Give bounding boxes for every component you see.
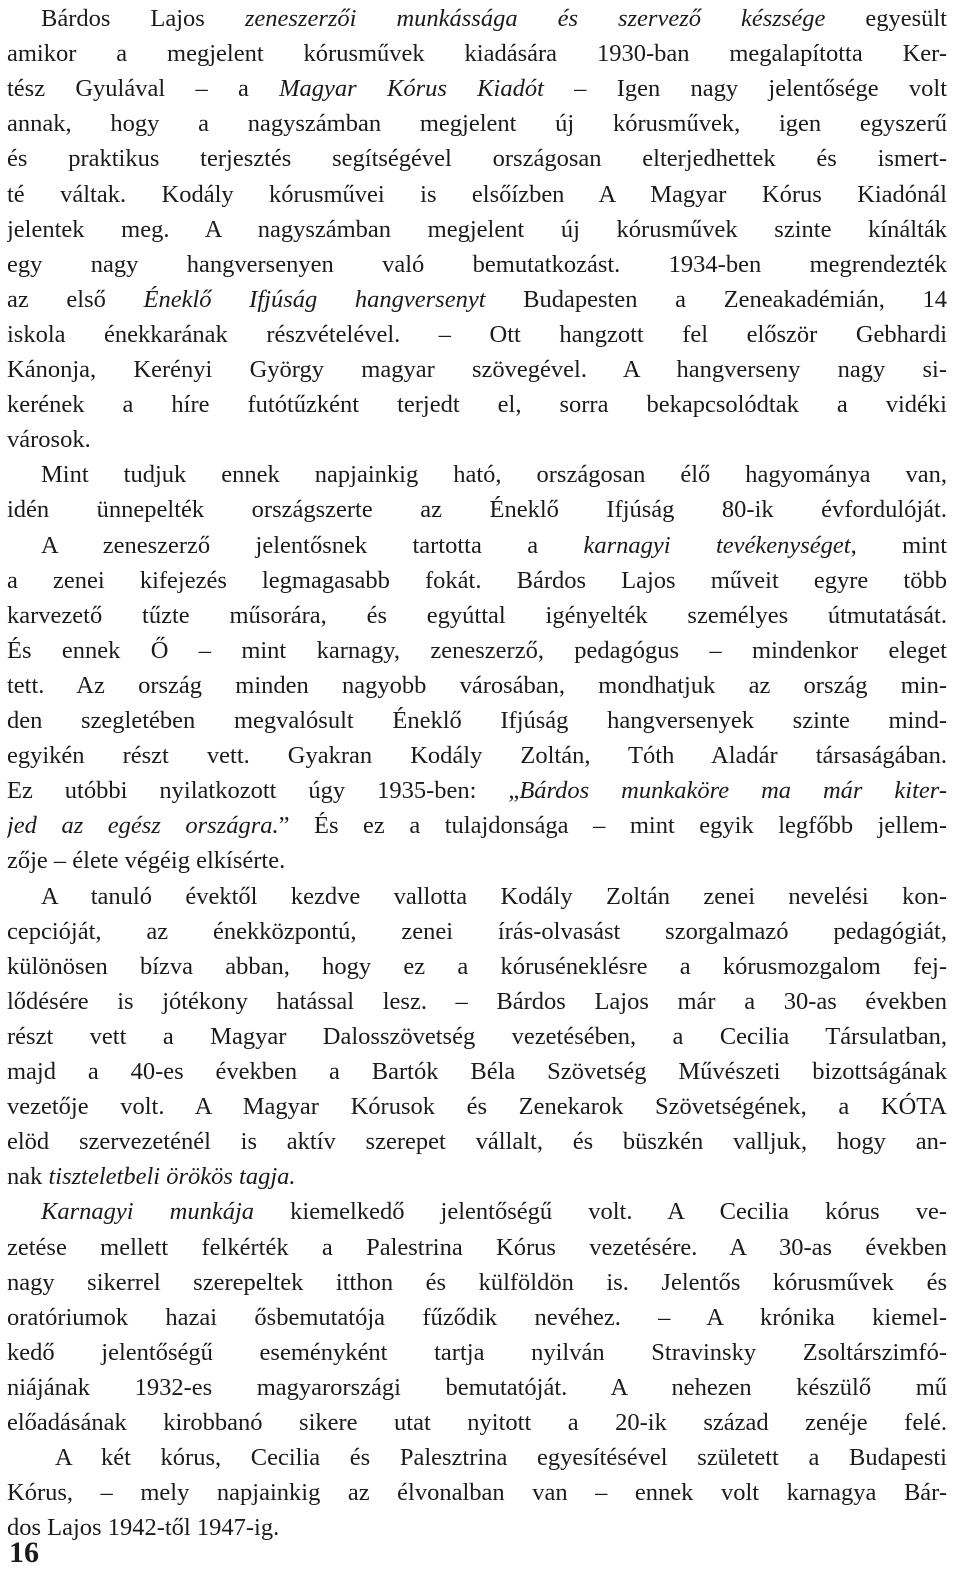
text-segment: kiemelkedő jelentőségű volt. A Cecilia kórus ve- xyxy=(254,1198,947,1226)
text-line xyxy=(7,738,947,774)
text-segment: idén ünnepelték országszerte az Éneklő Ifjúság 80-ik évfordulóját. xyxy=(7,496,947,524)
text-segment: annak, hogy a nagyszámban megjelent új kórusművek, igen egyszerű xyxy=(7,110,947,138)
text-segment: jelentek meg. A nagyszámban megjelent új kórusművek szinte kínálták xyxy=(7,215,947,243)
text-line xyxy=(7,773,947,809)
text-segment: Budapesten a Zeneakadémián, 14 xyxy=(485,285,947,313)
text-segment: részt vett a Magyar Dalosszövetség vezetésében, a Cecilia Társulatban, xyxy=(7,1022,947,1050)
text-line xyxy=(7,282,947,318)
text-segment: nak xyxy=(7,1163,49,1191)
text-segment: városok. xyxy=(7,426,91,454)
text-line xyxy=(7,1405,947,1441)
italic-text: Magyar Kórus Kiadót xyxy=(279,75,544,103)
text-segment: egyesült xyxy=(825,5,947,32)
text-segment: amikor a megjelent kórusművek kiadására 1930-ban megalapította Ker- xyxy=(7,40,947,68)
text-line xyxy=(7,422,947,458)
text-segment: Ez utóbbi nyilatkozott úgy 1935-ben: „ xyxy=(7,777,520,805)
text-line xyxy=(7,1300,947,1336)
text-segment: különösen bízva abban, hogy ez a kóruséneklésre a kórusmozgalom fej- xyxy=(7,952,947,980)
text-segment: Kánonja, Kerényi György magyar szövegével. A hangverseny nagy si- xyxy=(7,356,947,383)
text-line xyxy=(7,914,947,950)
text-line xyxy=(7,633,947,669)
text-segment: elöd szervezeténél is aktív szerepet vállalt, és büszkén valljuk, hogy an- xyxy=(7,1128,947,1156)
italic-text: jed az egész országra. xyxy=(7,812,279,840)
text-line xyxy=(7,1335,947,1371)
text-line xyxy=(7,703,947,739)
text-segment: karvezető tűzte műsorára, és egyúttal igényelték személyes útmutatását. xyxy=(7,601,947,629)
text-line xyxy=(7,598,947,634)
text-segment: A zeneszerző jelentősnek tartotta a xyxy=(41,531,584,559)
text-segment: a zenei kifejezés legmagasabb fokát. Bárdos Lajos műveit egyre több xyxy=(7,566,947,594)
text-line xyxy=(7,528,947,564)
text-line xyxy=(7,387,947,423)
italic-text: tiszteletbeli örökös tagja. xyxy=(48,1163,296,1191)
italic-text: Karnagyi munkája xyxy=(41,1198,255,1226)
text-segment: kerének a híre futótűzként terjedt el, sorra bekapcsolódtak a vidéki xyxy=(7,391,947,419)
text-line xyxy=(7,879,947,915)
text-line xyxy=(7,949,947,985)
text-line xyxy=(7,1510,947,1546)
text-segment: té váltak. Kodály kórusművei is elsőízben A Magyar Kórus Kiadónál xyxy=(7,180,947,208)
text-segment: ” És ez a tulajdonsága – mint egyik legfőbb jellem- xyxy=(278,812,947,840)
text-segment: előadásának kirobbanó sikere utat nyitott a 20-ik század zenéje felé. xyxy=(7,1409,947,1436)
text-segment: egyikén részt vett. Gyakran Kodály Zoltán, Tóth Aladár társaságában. xyxy=(7,742,947,770)
text-segment: – Igen nagy jelentősége volt xyxy=(543,75,947,103)
text-line xyxy=(7,563,947,599)
text-line xyxy=(7,1159,947,1195)
text-segment: , mint xyxy=(850,531,947,559)
text-segment: lődésére is jótékony hatással lesz. – Bárdos Lajos már a 30-as években xyxy=(7,987,947,1015)
text-line xyxy=(7,317,947,353)
text-line xyxy=(7,1194,947,1230)
text-segment: iskola énekkarának részvételével. – Ott hangzott fel először Gebhardi xyxy=(7,320,947,348)
text-line xyxy=(7,106,947,142)
text-segment: zője – élete végéig elkísérte. xyxy=(7,847,286,875)
text-line xyxy=(7,36,947,72)
text-line xyxy=(7,1475,947,1511)
text-line xyxy=(7,1440,947,1476)
text-line xyxy=(7,1054,947,1090)
text-segment: az első xyxy=(7,285,144,313)
text-segment: vezetője volt. A Magyar Kórusok és Zenekarok Szövetségének, a KÓTA xyxy=(7,1093,947,1121)
text-line xyxy=(7,808,947,844)
text-segment: Mint tudjuk ennek napjainkig ható, országosan élő hagyománya van, xyxy=(41,461,947,489)
text-line xyxy=(7,492,947,528)
text-segment: zetése mellett felkérték a Palestrina Kórus vezetésére. A 30-as években xyxy=(7,1233,947,1261)
italic-text: Éneklő Ifjúság hangversenyt xyxy=(143,285,486,313)
page-number: 16 xyxy=(9,1536,39,1569)
text-segment: A két kórus, Cecilia és Palesztrina egyesítésével született a Budapesti xyxy=(55,1444,947,1472)
text-segment: és praktikus terjesztés segítségével országosan elterjedhettek és ismert- xyxy=(7,145,947,173)
text-segment: den szegletében megvalósult Éneklő Ifjúság hangversenyek szinte mind- xyxy=(7,707,947,734)
text-segment: dos Lajos 1942-től 1947-ig. xyxy=(7,1514,280,1542)
text-segment: nagy sikerrel szerepeltek itthon és külföldön is. Jelentős kórusművek és xyxy=(7,1268,947,1296)
text-segment: tett. Az ország minden nagyobb városában, mondhatjuk az ország min- xyxy=(7,671,947,699)
text-segment: És ennek Ő – mint karnagy, zeneszerző, pedagógus – mindenkor eleget xyxy=(7,636,947,664)
text-line xyxy=(7,247,947,283)
text-line xyxy=(7,457,947,493)
text-segment: A tanuló évektől kezdve vallotta Kodály Zoltán zenei nevelési kon- xyxy=(41,882,947,910)
italic-text: Bárdos munkaköre ma már kiter- xyxy=(519,777,947,805)
text-line xyxy=(7,1089,947,1125)
text-line xyxy=(7,212,947,248)
text-line xyxy=(7,843,947,879)
text-segment: Kórus, – mely napjainkig az élvonalban van – ennek volt karnagya Bár- xyxy=(7,1479,947,1507)
text-line xyxy=(7,1019,947,1055)
text-segment: kedő jelentőségű eseményként tartja nyilván Stravinsky Zsoltárszimfó- xyxy=(7,1338,947,1366)
text-line xyxy=(7,984,947,1020)
text-segment: tész Gyulával – a xyxy=(7,75,280,103)
text-line xyxy=(7,71,947,107)
text-segment: cepcióját, az énekközpontú, zenei írás-olvasást szorgalmazó pedagógiát, xyxy=(7,917,947,945)
text-segment: niájának 1932-es magyarországi bemutatóját. A nehezen készülő mű xyxy=(7,1373,947,1401)
text-line xyxy=(7,1124,947,1160)
text-segment: oratóriumok hazai ősbemutatója fűződik nevéhez. – A krónika kiemel- xyxy=(7,1303,947,1331)
text-line xyxy=(7,352,947,388)
text-segment: egy nagy hangversenyen való bemutatkozást. 1934-ben megrendezték xyxy=(7,250,947,278)
text-line xyxy=(7,1265,947,1301)
text-line xyxy=(7,1230,947,1266)
text-line xyxy=(7,668,947,704)
text-line xyxy=(7,141,947,177)
text-line xyxy=(7,1,947,37)
text-segment: Bárdos Lajos xyxy=(41,5,245,32)
text-segment: majd a 40-es években a Bartók Béla Szövetség Művészeti bizottságának xyxy=(7,1058,947,1085)
text-line xyxy=(7,1370,947,1406)
italic-text: zeneszerzői munkássága és szervező készsége xyxy=(244,5,826,32)
italic-text: karnagyi tevékenységet xyxy=(583,531,851,559)
text-line xyxy=(7,177,947,213)
